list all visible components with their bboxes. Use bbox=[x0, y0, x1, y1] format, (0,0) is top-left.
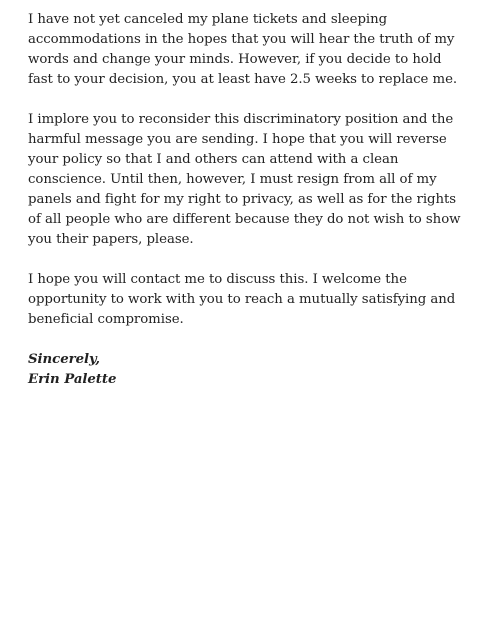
letter-body bbox=[28, 10, 468, 390]
letter-paragraph-1: I have not yet canceled my plane tickets and sleeping accommodations in the hopes that you will hear the truth of my words and change your minds. However, if you decide to hold fast to your decision, you at least have 2.5 weeks to replace me. bbox=[28, 12, 458, 87]
letter-paragraph-2: I implore you to reconsider this discriminatory position and the harmful message you are sending. I hope that you will reverse your policy so that I and others can attend with a clean conscience. Until then, however, I must resign from all of my panels and fight for my right to privacy, as well as for the rights of all people who are different because they do not wish to show you their papers, please. bbox=[28, 112, 461, 247]
letter-closing: Sincerely, bbox=[28, 352, 100, 367]
letter-paragraph-3: I hope you will contact me to discuss this. I welcome the opportunity to work with you to reach a mutually satisfying and beneficial compromise. bbox=[28, 272, 456, 327]
letter-signature: Erin Palette bbox=[28, 372, 117, 387]
